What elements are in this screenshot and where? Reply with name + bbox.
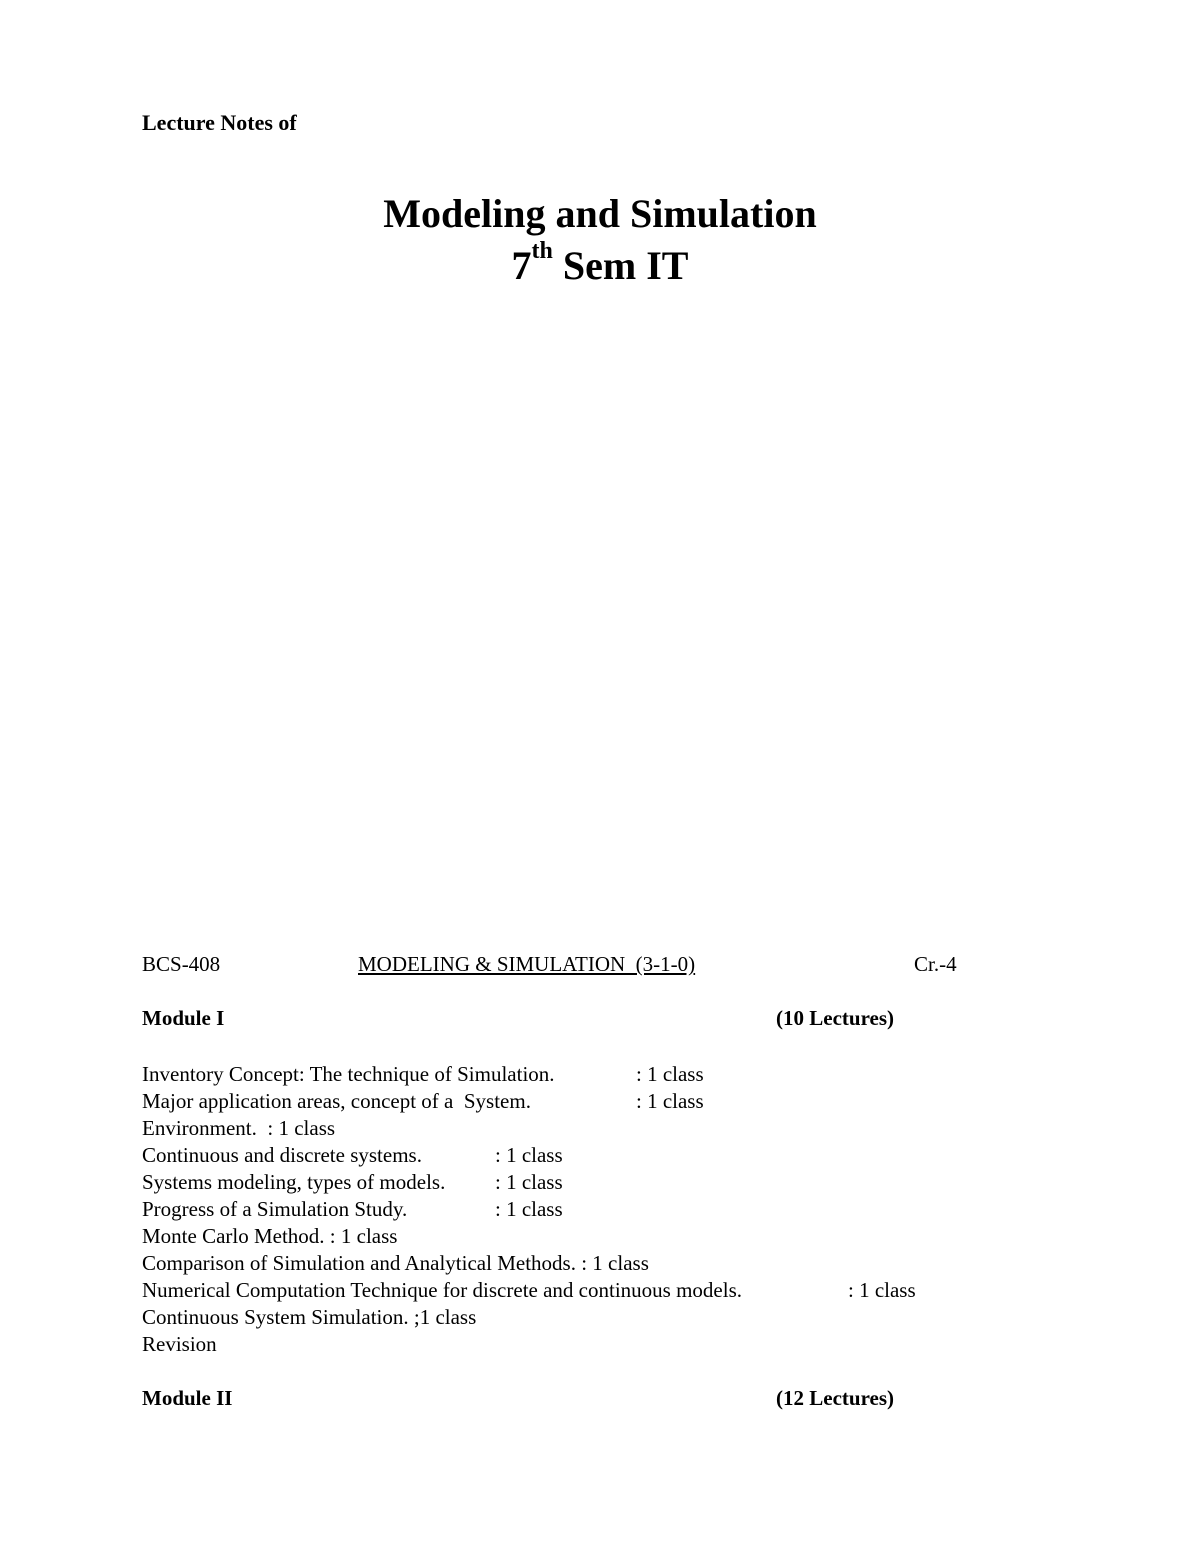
topic-text: Systems modeling, types of models. (142, 1170, 446, 1194)
topic-text: Environment. : 1 class (142, 1116, 336, 1140)
topic-text: Inventory Concept: The technique of Simulation. (142, 1062, 555, 1086)
semester-number: 7 (511, 243, 532, 288)
document-title: Modeling and Simulation (383, 191, 817, 236)
module-1-topic-list (142, 1061, 1042, 1358)
module-1-lectures: (10 Lectures) (776, 1006, 894, 1030)
semester-suffix: th (531, 238, 553, 264)
topic-item (142, 1196, 1042, 1223)
topic-class: : 1 class (848, 1278, 916, 1302)
topic-item (142, 1277, 1042, 1304)
course-credit: Cr.-4 (914, 952, 957, 976)
topic-item (142, 1304, 1042, 1331)
topic-item (142, 1061, 1042, 1088)
topic-text: Monte Carlo Method. : 1 class (142, 1224, 398, 1248)
semester-rest: Sem IT (552, 243, 689, 288)
topic-text: Progress of a Simulation Study. (142, 1197, 408, 1221)
topic-class: : 1 class (495, 1143, 563, 1167)
topic-class: : 1 class (636, 1089, 704, 1113)
topic-item (142, 1115, 1042, 1142)
topic-item (142, 1223, 1042, 1250)
course-code: BCS-408 (142, 952, 221, 976)
module-1-heading: Module I (142, 1006, 225, 1030)
topic-class: : 1 class (636, 1062, 704, 1086)
topic-class: : 1 class (495, 1170, 563, 1194)
topic-text: Continuous System Simulation. ;1 class (142, 1305, 477, 1329)
semester-title (0, 238, 1200, 289)
topic-item (142, 1169, 1042, 1196)
topic-text: Numerical Computation Technique for discrete and continuous models. (142, 1278, 742, 1302)
topic-text: Comparison of Simulation and Analytical Methods. : 1 class (142, 1251, 649, 1275)
course-title: MODELING & SIMULATION (3-1-0) (358, 952, 696, 976)
topic-item (142, 1331, 1042, 1358)
topic-item (142, 1088, 1042, 1115)
topic-text: Revision (142, 1332, 217, 1356)
topic-item (142, 1250, 1042, 1277)
module-2-lectures: (12 Lectures) (776, 1386, 894, 1410)
topic-text: Major application areas, concept of a System. (142, 1089, 531, 1113)
topic-class: : 1 class (495, 1197, 563, 1221)
lecture-notes-label: Lecture Notes of (142, 110, 297, 135)
topic-item (142, 1142, 1042, 1169)
topic-text: Continuous and discrete systems. (142, 1143, 422, 1167)
module-2-heading: Module II (142, 1386, 233, 1410)
